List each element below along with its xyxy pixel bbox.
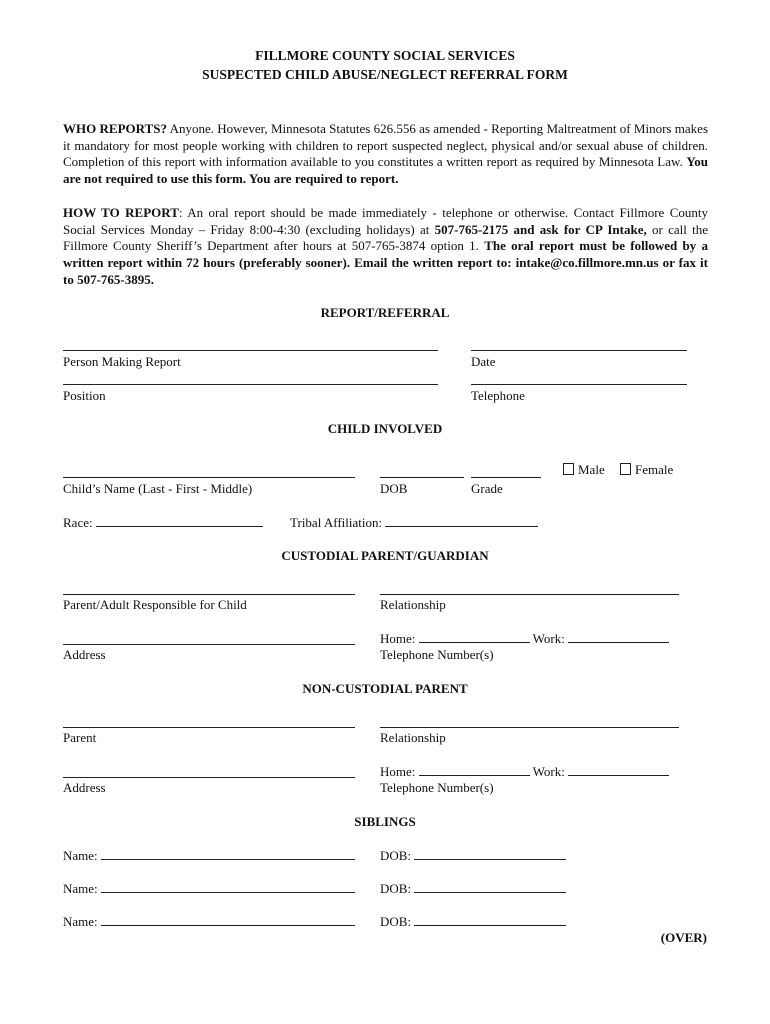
sibling-name-field[interactable] <box>101 847 355 860</box>
non-custodial-parent-field[interactable] <box>63 727 355 728</box>
how-to-report-text-2: or call the Fillmore County Sheriff’s Department after hours at 507-765-3874 option 1. <box>63 221 708 254</box>
custodial-relationship-label: Relationship <box>380 597 446 612</box>
date-field[interactable] <box>471 350 687 351</box>
sibling-dob-row <box>380 847 566 864</box>
custodial-phones-label: Telephone Number(s) <box>380 647 494 662</box>
male-checkbox[interactable] <box>563 463 574 475</box>
tribal-affiliation-row <box>290 514 538 531</box>
race-field[interactable] <box>96 514 263 527</box>
who-reports-label: WHO REPORTS? <box>63 121 167 136</box>
female-checkbox[interactable] <box>620 463 631 475</box>
section-heading-non-custodial-parent: NON-CUSTODIAL PARENT <box>302 681 468 696</box>
sibling-dob-row <box>380 913 566 930</box>
position-field[interactable] <box>63 384 438 385</box>
custodial-home-label: Home: <box>380 631 416 646</box>
section-heading-child-involved: CHILD INVOLVED <box>327 421 443 436</box>
sibling-name-label: Name: <box>63 914 98 929</box>
sibling-dob-field[interactable] <box>414 880 566 893</box>
date-label: Date <box>471 354 496 369</box>
how-to-report-emphasis: The oral report must be followed by a written report within 72 hours (preferably sooner). Email the written report to: intake@co.fillmore.mn.us or fax it to 507-765-3895. <box>63 238 708 287</box>
non-custodial-work-phone-field[interactable] <box>568 763 669 776</box>
male-option[interactable] <box>563 462 605 478</box>
sibling-name-row <box>63 847 355 864</box>
race-label: Race: <box>63 515 93 530</box>
tribal-affiliation-field[interactable] <box>385 514 538 527</box>
child-dob-label: DOB <box>380 481 408 496</box>
sibling-dob-label: DOB: <box>380 848 412 863</box>
sibling-name-field[interactable] <box>101 880 355 893</box>
custodial-parent-label: Parent/Adult Responsible for Child <box>63 597 247 612</box>
section-heading-custodial-parent: CUSTODIAL PARENT/GUARDIAN <box>281 548 489 563</box>
non-custodial-relationship-label: Relationship <box>380 730 446 745</box>
female-label: Female <box>635 462 674 477</box>
how-to-report-phone: 507-765-2175 and ask for CP Intake, <box>434 221 647 237</box>
custodial-phone-row <box>380 630 669 647</box>
sibling-dob-row <box>380 880 566 897</box>
non-custodial-work-label: Work: <box>532 764 565 779</box>
how-to-report-label: HOW TO REPORT <box>63 205 179 220</box>
form-title: SUSPECTED CHILD ABUSE/NEGLECT REFERRAL FORM <box>202 67 568 82</box>
non-custodial-relationship-field[interactable] <box>380 727 679 728</box>
sibling-dob-field[interactable] <box>414 847 566 860</box>
who-reports-text: Anyone. However, Minnesota Statutes 626.556 as amended - Reporting Maltreatment of Minors makes it mandatory for most people working with children to report suspected neglect, physical and/or sexual abuse of children. Completion of this report with information available to you constitutes a written report as required by Minnesota Law. <box>63 121 709 170</box>
sibling-dob-label: DOB: <box>380 914 412 929</box>
custodial-address-label: Address <box>63 647 106 662</box>
how-to-report-paragraph <box>63 205 708 289</box>
child-dob-field[interactable] <box>380 477 464 478</box>
who-reports-emphasis: You are not required to use this form. You are required to report. <box>63 154 708 187</box>
non-custodial-home-label: Home: <box>380 764 416 779</box>
non-custodial-home-phone-field[interactable] <box>419 763 530 776</box>
sibling-name-row <box>63 913 355 930</box>
sibling-dob-label: DOB: <box>380 881 412 896</box>
race-row <box>63 514 263 531</box>
sibling-name-label: Name: <box>63 848 98 863</box>
over-indicator: (OVER) <box>660 930 707 945</box>
non-custodial-parent-label: Parent <box>63 730 97 745</box>
telephone-label: Telephone <box>471 388 525 403</box>
person-making-report-label: Person Making Report <box>63 354 181 369</box>
telephone-field[interactable] <box>471 384 687 385</box>
non-custodial-address-field[interactable] <box>63 777 355 778</box>
child-name-label: Child’s Name (Last - First - Middle) <box>63 481 253 496</box>
non-custodial-address-label: Address <box>63 780 106 795</box>
custodial-parent-field[interactable] <box>63 594 355 595</box>
child-grade-label: Grade <box>471 481 503 496</box>
custodial-address-field[interactable] <box>63 644 355 645</box>
female-option[interactable] <box>620 462 673 478</box>
sibling-name-label: Name: <box>63 881 98 896</box>
section-heading-report-referral: REPORT/REFERRAL <box>320 305 450 320</box>
how-to-report-text-1: : An oral report should be made immediately - telephone or otherwise. Contact Fillmore County Social Services Monday – Friday 8:00-4:30 (excluding holidays) at <box>63 205 709 237</box>
male-label: Male <box>578 462 605 477</box>
child-grade-field[interactable] <box>471 477 541 478</box>
custodial-work-label: Work: <box>532 631 565 646</box>
sibling-dob-field[interactable] <box>414 913 566 926</box>
sibling-name-field[interactable] <box>101 913 355 926</box>
custodial-work-phone-field[interactable] <box>568 630 669 643</box>
tribal-affiliation-label: Tribal Affiliation: <box>290 515 383 530</box>
form-title-agency: FILLMORE COUNTY SOCIAL SERVICES <box>255 48 515 63</box>
custodial-home-phone-field[interactable] <box>419 630 530 643</box>
child-name-field[interactable] <box>63 477 355 478</box>
section-heading-siblings: SIBLINGS <box>354 814 416 829</box>
non-custodial-phone-row <box>380 763 669 780</box>
position-label: Position <box>63 388 106 403</box>
non-custodial-phones-label: Telephone Number(s) <box>380 780 494 795</box>
person-making-report-field[interactable] <box>63 350 438 351</box>
custodial-relationship-field[interactable] <box>380 594 679 595</box>
who-reports-paragraph <box>63 121 708 188</box>
sibling-name-row <box>63 880 355 897</box>
